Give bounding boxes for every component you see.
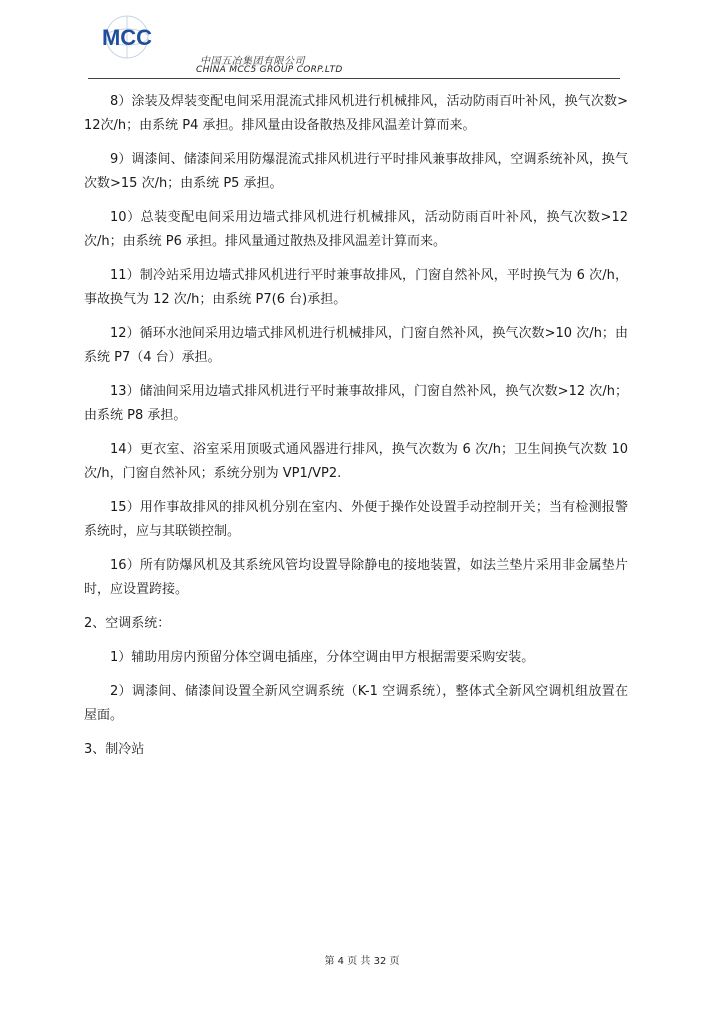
paragraph-15: 15）用作事故排风的排风机分别在室内、外便于操作处设置手动控制开关；当有检测报警系统时，应与其联锁控制。 bbox=[84, 500, 628, 539]
company-name-en: CHINA MCC5 GROUP CORP.LTD bbox=[196, 65, 343, 75]
paragraph-16: 16）所有防爆风机及其系统风管均设置导除静电的接地装置，如法兰垫片采用非金属垫片时，应设置跨接。 bbox=[84, 558, 628, 597]
paragraph-14: 14）更衣室、浴室采用顶吸式通风器进行排风，换气次数为 6 次/h；卫生间换气次数 10 次/h，门窗自然补风；系统分别为 VP1/VP2. bbox=[84, 442, 628, 481]
ac-paragraph-2: 2）调漆间、储漆间设置全新风空调系统（K-1 空调系统），整体式全新风空调机组放置在屋面。 bbox=[84, 684, 628, 723]
paragraph-8: 8）涂装及焊装变配电间采用混流式排风机进行机械排风，活动防雨百叶补风，换气次数>12次/h；由系统 P4 承担。排风量由设备散热及排风温差计算而来。 bbox=[84, 94, 628, 133]
mcc-logo-icon bbox=[92, 14, 162, 60]
header-divider bbox=[88, 78, 620, 79]
logo-text: MCC bbox=[101, 25, 153, 50]
ac-paragraph-1: 1）辅助用房内预留分体空调电插座，分体空调由甲方根据需要采购安装。 bbox=[110, 650, 535, 665]
section-heading-ac: 2、空调系统： bbox=[84, 616, 171, 631]
paragraph-11: 11）制冷站采用边墙式排风机进行平时兼事故排风，门窗自然补风，平时换气为 6 次/h，事故换气为 12 次/h；由系统 P7(6 台)承担。 bbox=[84, 268, 628, 307]
paragraph-13: 13）储油间采用边墙式排风机进行平时兼事故排风，门窗自然补风，换气次数>12 次/h；由系统 P8 承担。 bbox=[84, 384, 628, 423]
page-number: 第 4 页 共 32 页 bbox=[324, 956, 400, 967]
paragraph-12: 12）循环水池间采用边墙式排风机进行机械排风，门窗自然补风，换气次数>10 次/h；由系统 P7（4 台）承担。 bbox=[84, 326, 628, 365]
paragraph-9: 9）调漆间、储漆间采用防爆混流式排风机进行平时排风兼事故排风，空调系统补风，换气次数>15 次/h；由系统 P5 承担。 bbox=[84, 152, 628, 191]
page-header bbox=[0, 0, 724, 80]
section-heading-refrigeration: 3、制冷站 bbox=[84, 742, 145, 757]
paragraph-10: 10）总装变配电间采用边墙式排风机进行机械排风，活动防雨百叶补风，换气次数>12 次/h；由系统 P6 承担。排风量通过散热及排风温差计算而来。 bbox=[84, 210, 628, 249]
document-body bbox=[84, 90, 628, 772]
company-name-cn: 中国五冶集团有限公司 bbox=[200, 56, 305, 67]
